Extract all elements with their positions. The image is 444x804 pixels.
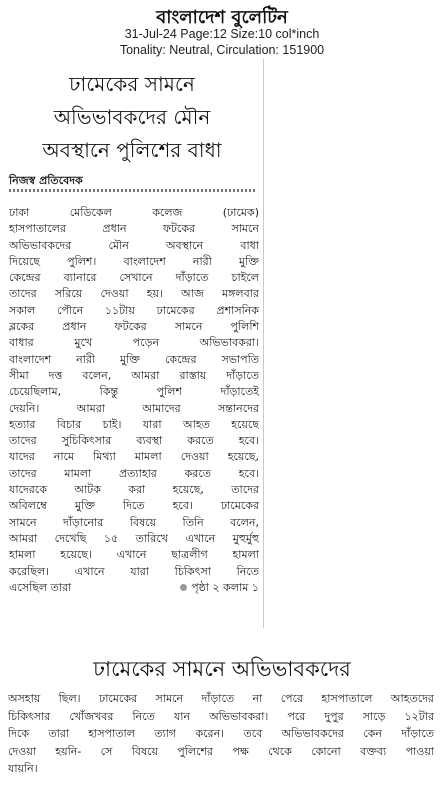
body-line: ব্লকের প্রধান ফটকের সামনে পুলিশি bbox=[9, 320, 259, 334]
body-line: হত্যার বিচার চাই। যারা আহত হয়েছে bbox=[9, 417, 259, 431]
article-body bbox=[9, 205, 259, 596]
body-last-line bbox=[9, 580, 259, 596]
byline-divider bbox=[9, 189, 257, 192]
body-line: যায়নি। bbox=[8, 762, 38, 775]
body-line: সীমা দত্ত বলেন, আমরা রাস্তায় দাঁড়াতে bbox=[9, 368, 259, 382]
body-line: অভিভাবকদের মৌন অবস্থানে বাধা bbox=[9, 238, 259, 252]
body-line: তাদের সরিয়ে দেওয়া হয়। আজ মঙ্গলবার bbox=[9, 287, 259, 301]
body-line: এসেছিল তারা bbox=[9, 580, 72, 594]
body-line: যাদেরকে আটক করা হয়েছে, তাদের bbox=[9, 483, 259, 497]
body-line: বাধার মুখে পড়েন অভিভাবকরা। bbox=[9, 336, 259, 350]
body-line: অবিলম্বে মুক্তি দিতে হবে। ঢামেকের bbox=[9, 499, 259, 513]
body-line: হাসপাতালের প্রধান ফটকের সামনে bbox=[9, 222, 259, 236]
body-line: দেওয়া হয়নি- সে বিষয়ে পুলিশের পক্ষ থেকে কোনো বক্তব্য পাওয়া bbox=[8, 744, 434, 758]
body-line: ঢাকা মেডিকেল কলেজ (ঢামেক) bbox=[9, 206, 259, 219]
continued-label: পৃষ্ঠা ২ কলাম ১ bbox=[191, 580, 259, 594]
clipping-meta-date-page-size: 31-Jul-24 Page:12 Size:10 col*inch bbox=[124, 27, 320, 41]
article-clipping-continuation bbox=[0, 645, 444, 795]
body-line: তাদের মামলা প্রত্যাহার করতে হবে। bbox=[9, 466, 259, 480]
headline-line: অবস্থানে পুলিশের বাধা bbox=[42, 138, 222, 162]
body-line: চিকিৎসার খোঁজখবর নিতে যান অভিভাবকরা। পরে দুপুর সাড়ে ১২টার bbox=[8, 709, 434, 723]
body-line: বাংলাদেশ নারী মুক্তি কেন্দ্রের সভাপতি bbox=[9, 352, 259, 366]
body-line: কেন্দ্রের ব্যানারে সেখানে দাঁড়াতে চাইলে bbox=[9, 271, 259, 285]
body-line: চেয়েছিলাম, কিন্তু পুলিশ দাঁড়াতেই bbox=[9, 385, 259, 399]
continuation-headline: ঢামেকের সামনে অভিভাবকদের bbox=[93, 657, 351, 681]
body-line: তাদের সুচিকিৎসার ব্যবস্থা করতে হবে। bbox=[9, 434, 259, 448]
article-byline: নিজস্ব প্রতিবেদক bbox=[9, 174, 83, 187]
body-line: অসহায় ছিল। ঢামেকের সামনে দাঁড়াতে না পেরে হাসপাতালে আহতদের bbox=[8, 692, 434, 705]
body-line: হামলা হয়েছে। এখানে ছাত্রলীগ হামলা bbox=[9, 548, 259, 562]
body-line: সকাল পৌনে ১১টায় ঢামেকের প্রশাসনিক bbox=[9, 303, 259, 317]
clipping-meta-tonality-circulation: Tonality: Neutral, Circulation: 151900 bbox=[119, 43, 325, 57]
continued-on-page-link[interactable] bbox=[180, 580, 259, 596]
body-line: করেছিল। এখানে যারা চিকিৎসা নিতে bbox=[9, 564, 259, 578]
article-headline bbox=[9, 68, 255, 167]
body-line: দিকে তারা হাসপাতাল ত্যাগ করেন। তবে অভিভাবকদের কেন দাঁড়াতে bbox=[8, 727, 434, 740]
article-clipping-main bbox=[1, 59, 264, 628]
bullet-icon bbox=[180, 584, 187, 591]
headline-line: অভিভাবকদের মৌন bbox=[53, 105, 211, 129]
body-line: দেয়নি। আমরা আমাদের সন্তানদের bbox=[9, 401, 259, 415]
body-line: যাদের নামে মিথ্যা মামলা দেওয়া হয়েছে, bbox=[9, 450, 259, 464]
body-line: সামনে দাঁড়ানোর বিষয়ে তিনি বলেন, bbox=[9, 515, 259, 529]
body-line: আমরা দেখেছি ১৫ তারিখে এখানে মুহুর্মুহু bbox=[9, 531, 259, 545]
continuation-body bbox=[8, 690, 434, 778]
headline-line: ঢামেকের সামনে bbox=[69, 72, 195, 96]
newspaper-masthead: বাংলাদেশ বুলেটিন bbox=[156, 7, 288, 28]
body-line: দিয়েছে পুলিশ। বাংলাদেশ নারী মুক্তি bbox=[9, 254, 259, 268]
